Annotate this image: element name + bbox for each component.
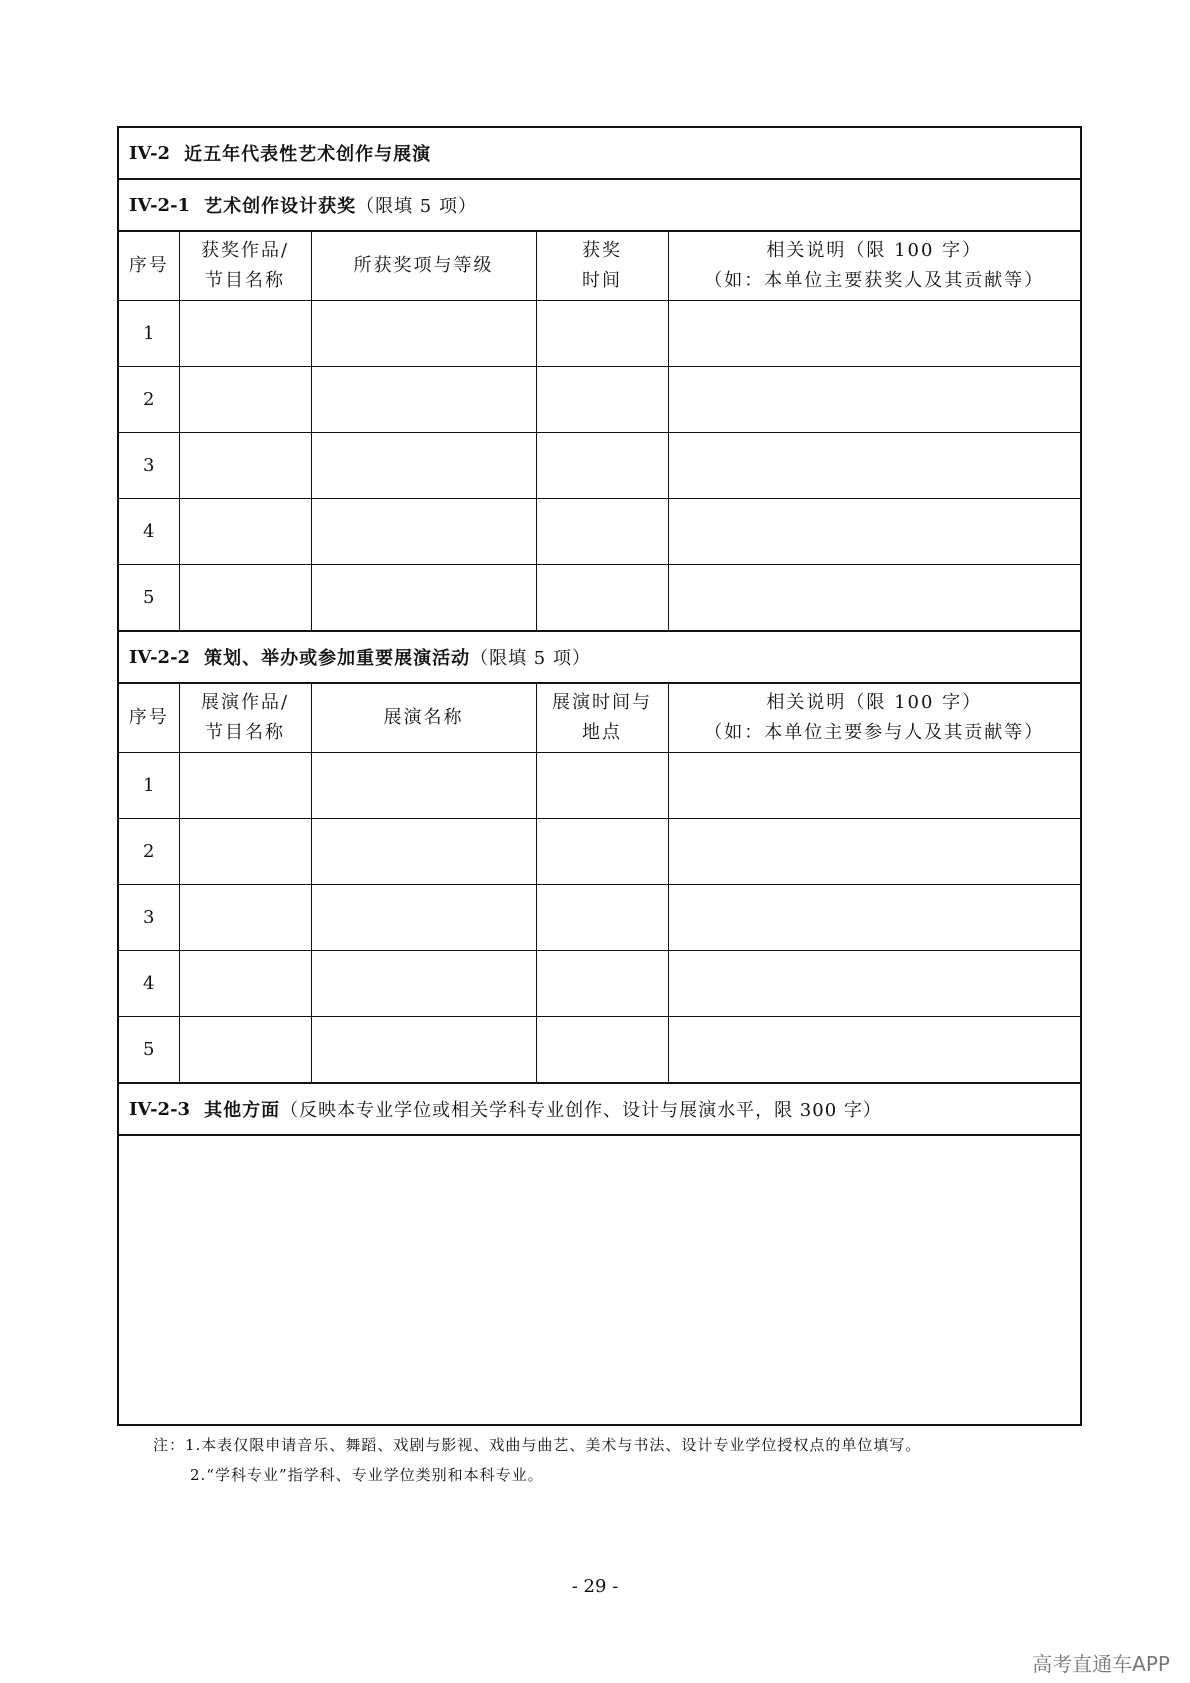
time-place-cell[interactable]	[536, 753, 668, 819]
header-cell: 展演作品/ 节目名称	[179, 684, 311, 753]
header-cell: 序号	[119, 684, 179, 753]
table-row	[119, 1017, 1080, 1083]
performances-title: 策划、举办或参加重要展演活动	[204, 648, 471, 669]
performances-table	[119, 684, 1080, 1082]
description-cell[interactable]	[668, 819, 1080, 885]
row-number: 5	[119, 1017, 179, 1083]
row-number: 5	[119, 565, 179, 631]
table-row	[119, 301, 1080, 367]
award-level-cell[interactable]	[311, 301, 536, 367]
row-number: 1	[119, 301, 179, 367]
award-level-cell[interactable]	[311, 433, 536, 499]
watermark: 高考直通车APP	[1032, 1652, 1170, 1676]
performances-code: IV-2-2	[129, 646, 191, 668]
description-cell[interactable]	[668, 1017, 1080, 1083]
header-cell: 获奖作品/ 节目名称	[179, 232, 311, 301]
work-name-cell[interactable]	[179, 951, 311, 1017]
table-row	[119, 753, 1080, 819]
awards-code: IV-2-1	[129, 194, 191, 216]
award-level-cell[interactable]	[311, 499, 536, 565]
awards-table	[119, 232, 1080, 630]
table-row	[119, 885, 1080, 951]
page-number: - 29 -	[571, 1576, 619, 1597]
table-row	[119, 433, 1080, 499]
description-cell[interactable]	[668, 433, 1080, 499]
awards-title: 艺术创作设计获奖	[204, 196, 357, 217]
time-place-cell[interactable]	[536, 951, 668, 1017]
header-cell: 所获奖项与等级	[311, 232, 536, 301]
award-time-cell[interactable]	[536, 565, 668, 631]
application-form	[117, 126, 1082, 1426]
award-time-cell[interactable]	[536, 301, 668, 367]
row-number: 4	[119, 499, 179, 565]
work-name-cell[interactable]	[179, 1017, 311, 1083]
footnote-2: 2.“学科专业”指学科、专业学位类别和本科专业。	[190, 1466, 544, 1484]
description-cell[interactable]	[668, 301, 1080, 367]
awards-header	[119, 180, 1080, 232]
work-name-cell[interactable]	[179, 367, 311, 433]
header-cell: 相关说明（限 100 字） （如：本单位主要获奖人及其贡献等）	[668, 232, 1080, 301]
work-name-cell[interactable]	[179, 819, 311, 885]
performance-name-cell[interactable]	[311, 951, 536, 1017]
table-row	[119, 951, 1080, 1017]
award-level-cell[interactable]	[311, 367, 536, 433]
section-title: 近五年代表性艺术创作与展演	[184, 144, 432, 165]
table-header-row	[119, 684, 1080, 753]
header-cell: 获奖 时间	[536, 232, 668, 301]
description-cell[interactable]	[668, 565, 1080, 631]
row-number: 2	[119, 819, 179, 885]
other-code: IV-2-3	[129, 1098, 191, 1120]
footnotes	[153, 1430, 921, 1490]
other-text-area[interactable]	[119, 1136, 1080, 1424]
section-header	[119, 128, 1080, 180]
award-level-cell[interactable]	[311, 565, 536, 631]
description-cell[interactable]	[668, 367, 1080, 433]
work-name-cell[interactable]	[179, 433, 311, 499]
performances-note: （限填 5 项）	[470, 648, 591, 669]
description-cell[interactable]	[668, 753, 1080, 819]
row-number: 3	[119, 433, 179, 499]
header-cell: 相关说明（限 100 字） （如：本单位主要参与人及其贡献等）	[668, 684, 1080, 753]
performance-name-cell[interactable]	[311, 1017, 536, 1083]
award-time-cell[interactable]	[536, 433, 668, 499]
time-place-cell[interactable]	[536, 819, 668, 885]
row-number: 3	[119, 885, 179, 951]
performance-name-cell[interactable]	[311, 753, 536, 819]
table-header-row	[119, 232, 1080, 301]
row-number: 1	[119, 753, 179, 819]
time-place-cell[interactable]	[536, 1017, 668, 1083]
performance-name-cell[interactable]	[311, 819, 536, 885]
other-header	[119, 1084, 1080, 1136]
table-row	[119, 565, 1080, 631]
header-cell: 展演名称	[311, 684, 536, 753]
description-cell[interactable]	[668, 885, 1080, 951]
performances-table-wrap	[119, 684, 1080, 1084]
award-time-cell[interactable]	[536, 499, 668, 565]
work-name-cell[interactable]	[179, 885, 311, 951]
table-row	[119, 819, 1080, 885]
footnote-1: 注：1.本表仅限申请音乐、舞蹈、戏剧与影视、戏曲与曲艺、美术与书法、设计专业学位授权点的单位填写。	[153, 1436, 922, 1454]
row-number: 2	[119, 367, 179, 433]
table-row	[119, 499, 1080, 565]
table-row	[119, 367, 1080, 433]
work-name-cell[interactable]	[179, 565, 311, 631]
time-place-cell[interactable]	[536, 885, 668, 951]
header-cell: 序号	[119, 232, 179, 301]
work-name-cell[interactable]	[179, 301, 311, 367]
performance-name-cell[interactable]	[311, 885, 536, 951]
performances-header	[119, 632, 1080, 684]
award-time-cell[interactable]	[536, 367, 668, 433]
work-name-cell[interactable]	[179, 499, 311, 565]
awards-table-wrap	[119, 232, 1080, 632]
description-cell[interactable]	[668, 499, 1080, 565]
section-code: IV-2	[129, 142, 171, 164]
description-cell[interactable]	[668, 951, 1080, 1017]
other-title: 其他方面	[204, 1100, 281, 1121]
row-number: 4	[119, 951, 179, 1017]
awards-note: （限填 5 项）	[356, 196, 477, 217]
work-name-cell[interactable]	[179, 753, 311, 819]
other-note: （反映本专业学位或相关学科专业创作、设计与展演水平，限 300 字）	[280, 1100, 882, 1121]
header-cell: 展演时间与 地点	[536, 684, 668, 753]
